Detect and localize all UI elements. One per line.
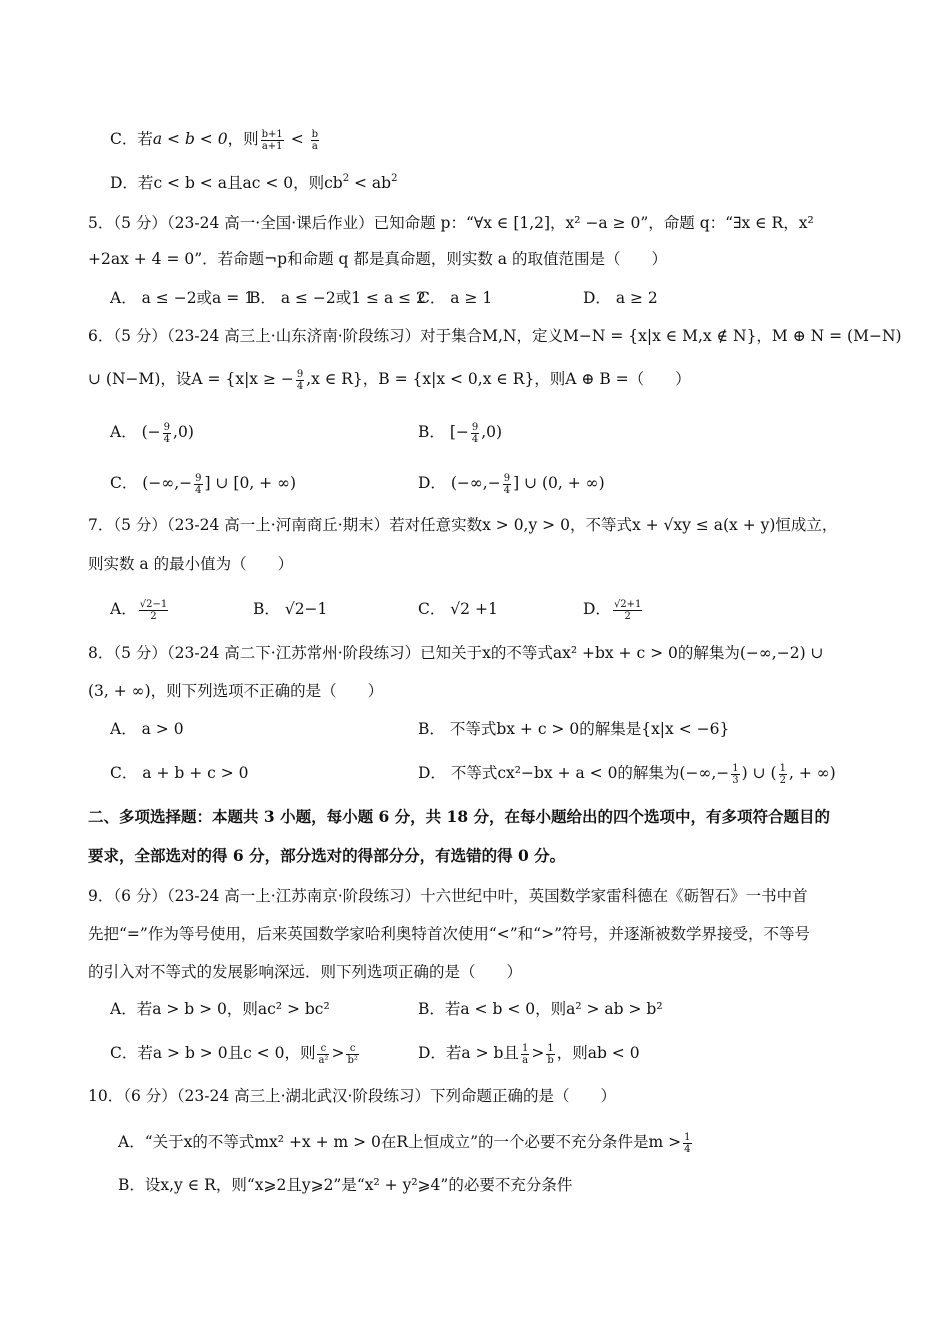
q5-option-d: D． a ≥ 2 xyxy=(583,289,658,307)
q9-stem-line1: 9．（6 分）（23-24 高一上·江苏南京·阶段练习）十六世纪中叶，英国数学家雷科德在《砺智石》一书中首 xyxy=(88,887,808,905)
q7-stem-line1: 7．（5 分）（23-24 高一上·河南商丘·期末）若对任意实数x > 0,y > 0，不等式x + √xy ≤ a(x + y)恒成立， xyxy=(88,516,838,534)
q8-stem-line1: 8．（5 分）（23-24 高二下·江苏常州·阶段练习）已知关于x的不等式ax² +bx + c > 0的解集为(−∞,−2) ∪ xyxy=(88,644,824,662)
q6-stem-line1: 6．（5 分）（23-24 高三上·山东济南·阶段练习）对于集合M,N，定义M−N = {x|x ∈ M,x ∉ N}，M ⊕ N = (M−N) xyxy=(88,327,902,345)
q8-option-b: B． 不等式bx + c > 0的解集是{x|x < −6} xyxy=(418,720,730,738)
fraction: $\frac{√2+1}{2}$ xyxy=(613,598,642,622)
q10-stem: 10．（6 分）（23-24 高三上·湖北武汉·阶段练习）下列命题正确的是（ ） xyxy=(88,1087,616,1105)
q7-option-d: D． $\frac{√2+1}{2}$ xyxy=(583,598,642,622)
q5-option-c: C． a ≥ 1 xyxy=(418,289,493,307)
q9-option-a: A．若a > b > 0，则ac² > bc² xyxy=(110,1000,330,1018)
q8-option-c: C． a + b + c > 0 xyxy=(110,764,249,782)
section-2-heading-line1: 二、多项选择题：本题共 3 小题，每小题 6 分，共 18 分，在每小题给出的四个选项中，有多项符合题目的 xyxy=(88,807,831,826)
q8-option-a: A． a > 0 xyxy=(110,720,184,738)
fraction: $\frac{9}{4}$ xyxy=(163,421,171,445)
q5-stem-line2: +2ax + 4 = 0”．若命题¬p和命题 q 都是真命题，则实数 a 的取值范围是（ ） xyxy=(88,250,667,268)
q7-option-a: A． $\frac{√2-1}{2}$ xyxy=(110,598,168,622)
q7-option-b: B． √2−1 xyxy=(253,600,328,618)
fraction: $\frac{1}{b}$ xyxy=(547,1042,554,1066)
q6-stem-line2: ∪ (N−M)，设A = {x|x ≥ − $\frac{9}{4}$ ,x ∈ R}，B = {x|x < 0,x ∈ R}，则A ⊕ B =（ ） xyxy=(88,368,691,392)
fraction: $\frac{1}{4}$ xyxy=(684,1131,691,1155)
fraction: $\frac{b}{a}$ xyxy=(311,128,319,152)
q8-option-d: D． 不等式cx²−bx + a < 0的解集为(−∞,− $\frac{1}{3}$ ) ∪ ( $\frac{1}{2}$ , + ∞) xyxy=(418,762,836,786)
fraction: $\frac{9}{4}$ xyxy=(471,421,479,445)
section-2-heading-line2: 要求，全部选对的得 6 分，部分选对的得部分分，有选错的得 0 分。 xyxy=(88,846,566,865)
fraction: $\frac{1}{a}$ xyxy=(521,1042,529,1066)
q4-option-c: C．若a < b < 0，则 $\frac{b+1}{a+1}$ < $\frac{b}{a}$ xyxy=(110,128,319,152)
q5-option-a: A． a ≤ −2或a = 1 xyxy=(110,289,254,307)
q9-stem-line2: 先把“=”作为等号使用，后来英国数学家哈利奥特首次使用“<”和“>”符号，并逐渐被数学界接受，不等号 xyxy=(88,925,811,943)
fraction: $\frac{9}{4}$ xyxy=(296,368,304,392)
q9-option-d: D．若a > b且 $\frac{1}{a}$ > $\frac{1}{b}$ ，则ab < 0 xyxy=(418,1042,640,1066)
fraction: $\frac{c}{\text{b²}}$ xyxy=(347,1042,358,1066)
q10-option-b: B．设x,y ∈ R，则“x⩾2且y⩾2”是“x² + y²⩾4”的必要不充分条件 xyxy=(118,1176,573,1194)
q9-option-c: C．若a > b > 0且c < 0，则 $\frac{c}{\text{a²}}$ > $\frac{c}{\text{b²}}$ xyxy=(110,1042,358,1066)
q5-stem-line1: 5．（5 分）（23-24 高一·全国·课后作业）已知命题 p：“∀x ∈ [1,2]，x² −a ≥ 0”，命题 q：“∃x ∈ R，x² xyxy=(88,214,814,232)
fraction: $\frac{√2-1}{2}$ xyxy=(139,598,168,622)
q4-option-d: D．若c < b < a且ac < 0，则$cb^2 < ab^2$ xyxy=(110,173,398,192)
fraction: $\frac{1}{3}$ xyxy=(732,762,739,786)
q6-option-d: D． (−∞,− $\frac{9}{4}$ ] ∪ (0, + ∞) xyxy=(418,472,605,496)
q7-option-c: C． √2 +1 xyxy=(418,600,498,618)
q6-option-c: C． (−∞,− $\frac{9}{4}$ ] ∪ [0, + ∞) xyxy=(110,472,297,496)
q6-option-b: B． [− $\frac{9}{4}$ ,0) xyxy=(418,421,503,445)
q8-stem-line2: (3, + ∞)，则下列选项不正确的是（ ） xyxy=(88,682,384,700)
fraction: $\frac{9}{4}$ xyxy=(195,472,202,496)
q6-option-a: A． (− $\frac{9}{4}$ ,0) xyxy=(110,421,194,445)
q9-stem-line3: 的引入对不等式的发展影响深远．则下列选项正确的是（ ） xyxy=(88,963,523,981)
q9-option-b: B．若a < b < 0，则a² > ab > b² xyxy=(418,1000,663,1018)
q5-option-b: B． a ≤ −2或1 ≤ a ≤ 2 xyxy=(249,289,426,307)
fraction: $\frac{1}{2}$ xyxy=(779,762,786,786)
q7-stem-line2: 则实数 a 的最小值为（ ） xyxy=(88,555,294,573)
fraction: $\frac{b+1}{a+1}$ xyxy=(261,128,283,152)
fraction: $\frac{c}{\text{a²}}$ xyxy=(318,1042,329,1066)
q10-option-a: A．“关于x的不等式mx² +x + m > 0在R上恒成立”的一个必要不充分条件是m > $\frac{1}{4}$ xyxy=(118,1131,691,1155)
fraction: $\frac{9}{4}$ xyxy=(503,472,511,496)
